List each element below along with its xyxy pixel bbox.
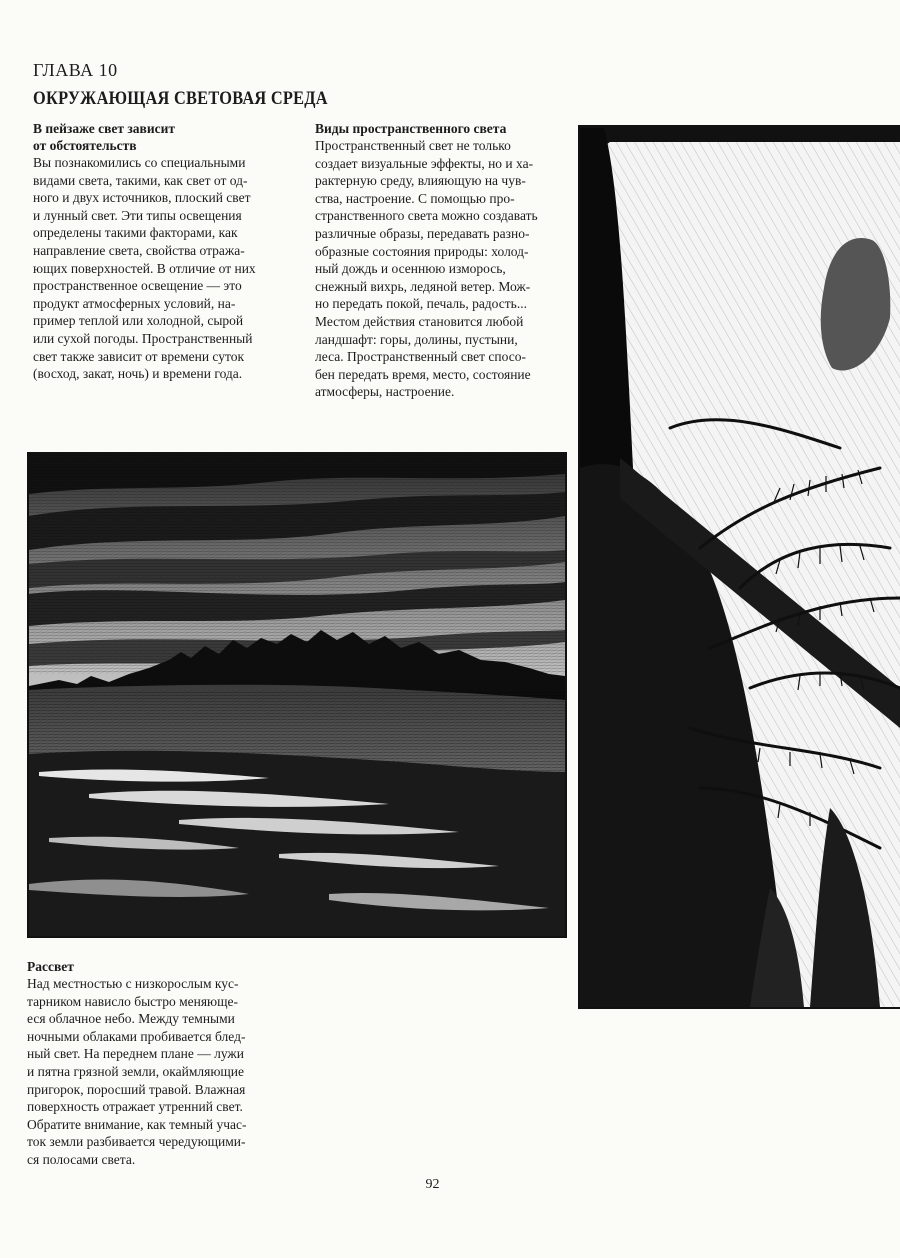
page-number: 92	[425, 1177, 440, 1192]
right-column	[315, 120, 577, 401]
caption-body: Над местностью с низкорослым кус- тарником нависло быстро меняюще- еся облачное небо. Между темными ночными облаками пробивается блед- ный свет. На переднем плане — лужи и пятна грязной земли, окаймляющие пригорок, поросший травой. Влажная поверхность отражает утренний свет. Обратите внимание, как темный учас- ток земли разбивается чередующими- ся полосами света.	[27, 976, 247, 1167]
left-heading-line1: В пейзаже свет зависит	[33, 121, 176, 136]
left-column-body: Вы познакомились со специальными видами света, такими, как свет от од- ного и двух источников, плоский свет и лунный свет. Эти типы освещения определены такими факторами, как направление света, свойства отража- ющих поверхностей. В отличие от них пространственное освещение — это продукт атмосферных условий, на- пример теплой или холодной, сырой или сухой погоды. Пространственный свет также зависит от времени суток (восход, закат, ночь) и времени года.	[33, 155, 256, 382]
right-column-heading: Виды пространственного света	[315, 121, 507, 136]
dawn-illustration	[27, 452, 567, 938]
left-column	[33, 120, 288, 383]
caption-heading: Рассвет	[27, 959, 74, 974]
right-column-body: Пространственный свет не только создает визуальные эффекты, но и ха- рактерную среду, влияющую на чув- ства, настроение. С помощью про- странственного света можно создавать различные образы, передавать разно- образные состояния природы: холод- ный дождь и осеннюю изморось, снежный вихрь, ледяной ветер. Мож- но передать покой, печаль, радость... Местом действия становится любой ландшафт: горы, долины, пустыни, леса. Пространственный свет спосо- бен передать время, место, состояние атмосферы, настроение.	[315, 138, 538, 400]
chapter-label: ГЛАВА 10	[33, 60, 118, 80]
left-column-heading	[33, 120, 288, 154]
left-heading-line2: от обстоятельств	[33, 138, 137, 153]
forest-illustration	[578, 125, 900, 1009]
page-title: ОКРУЖАЮЩАЯ СВЕТОВАЯ СРЕДА	[33, 88, 328, 109]
caption	[27, 958, 292, 1169]
